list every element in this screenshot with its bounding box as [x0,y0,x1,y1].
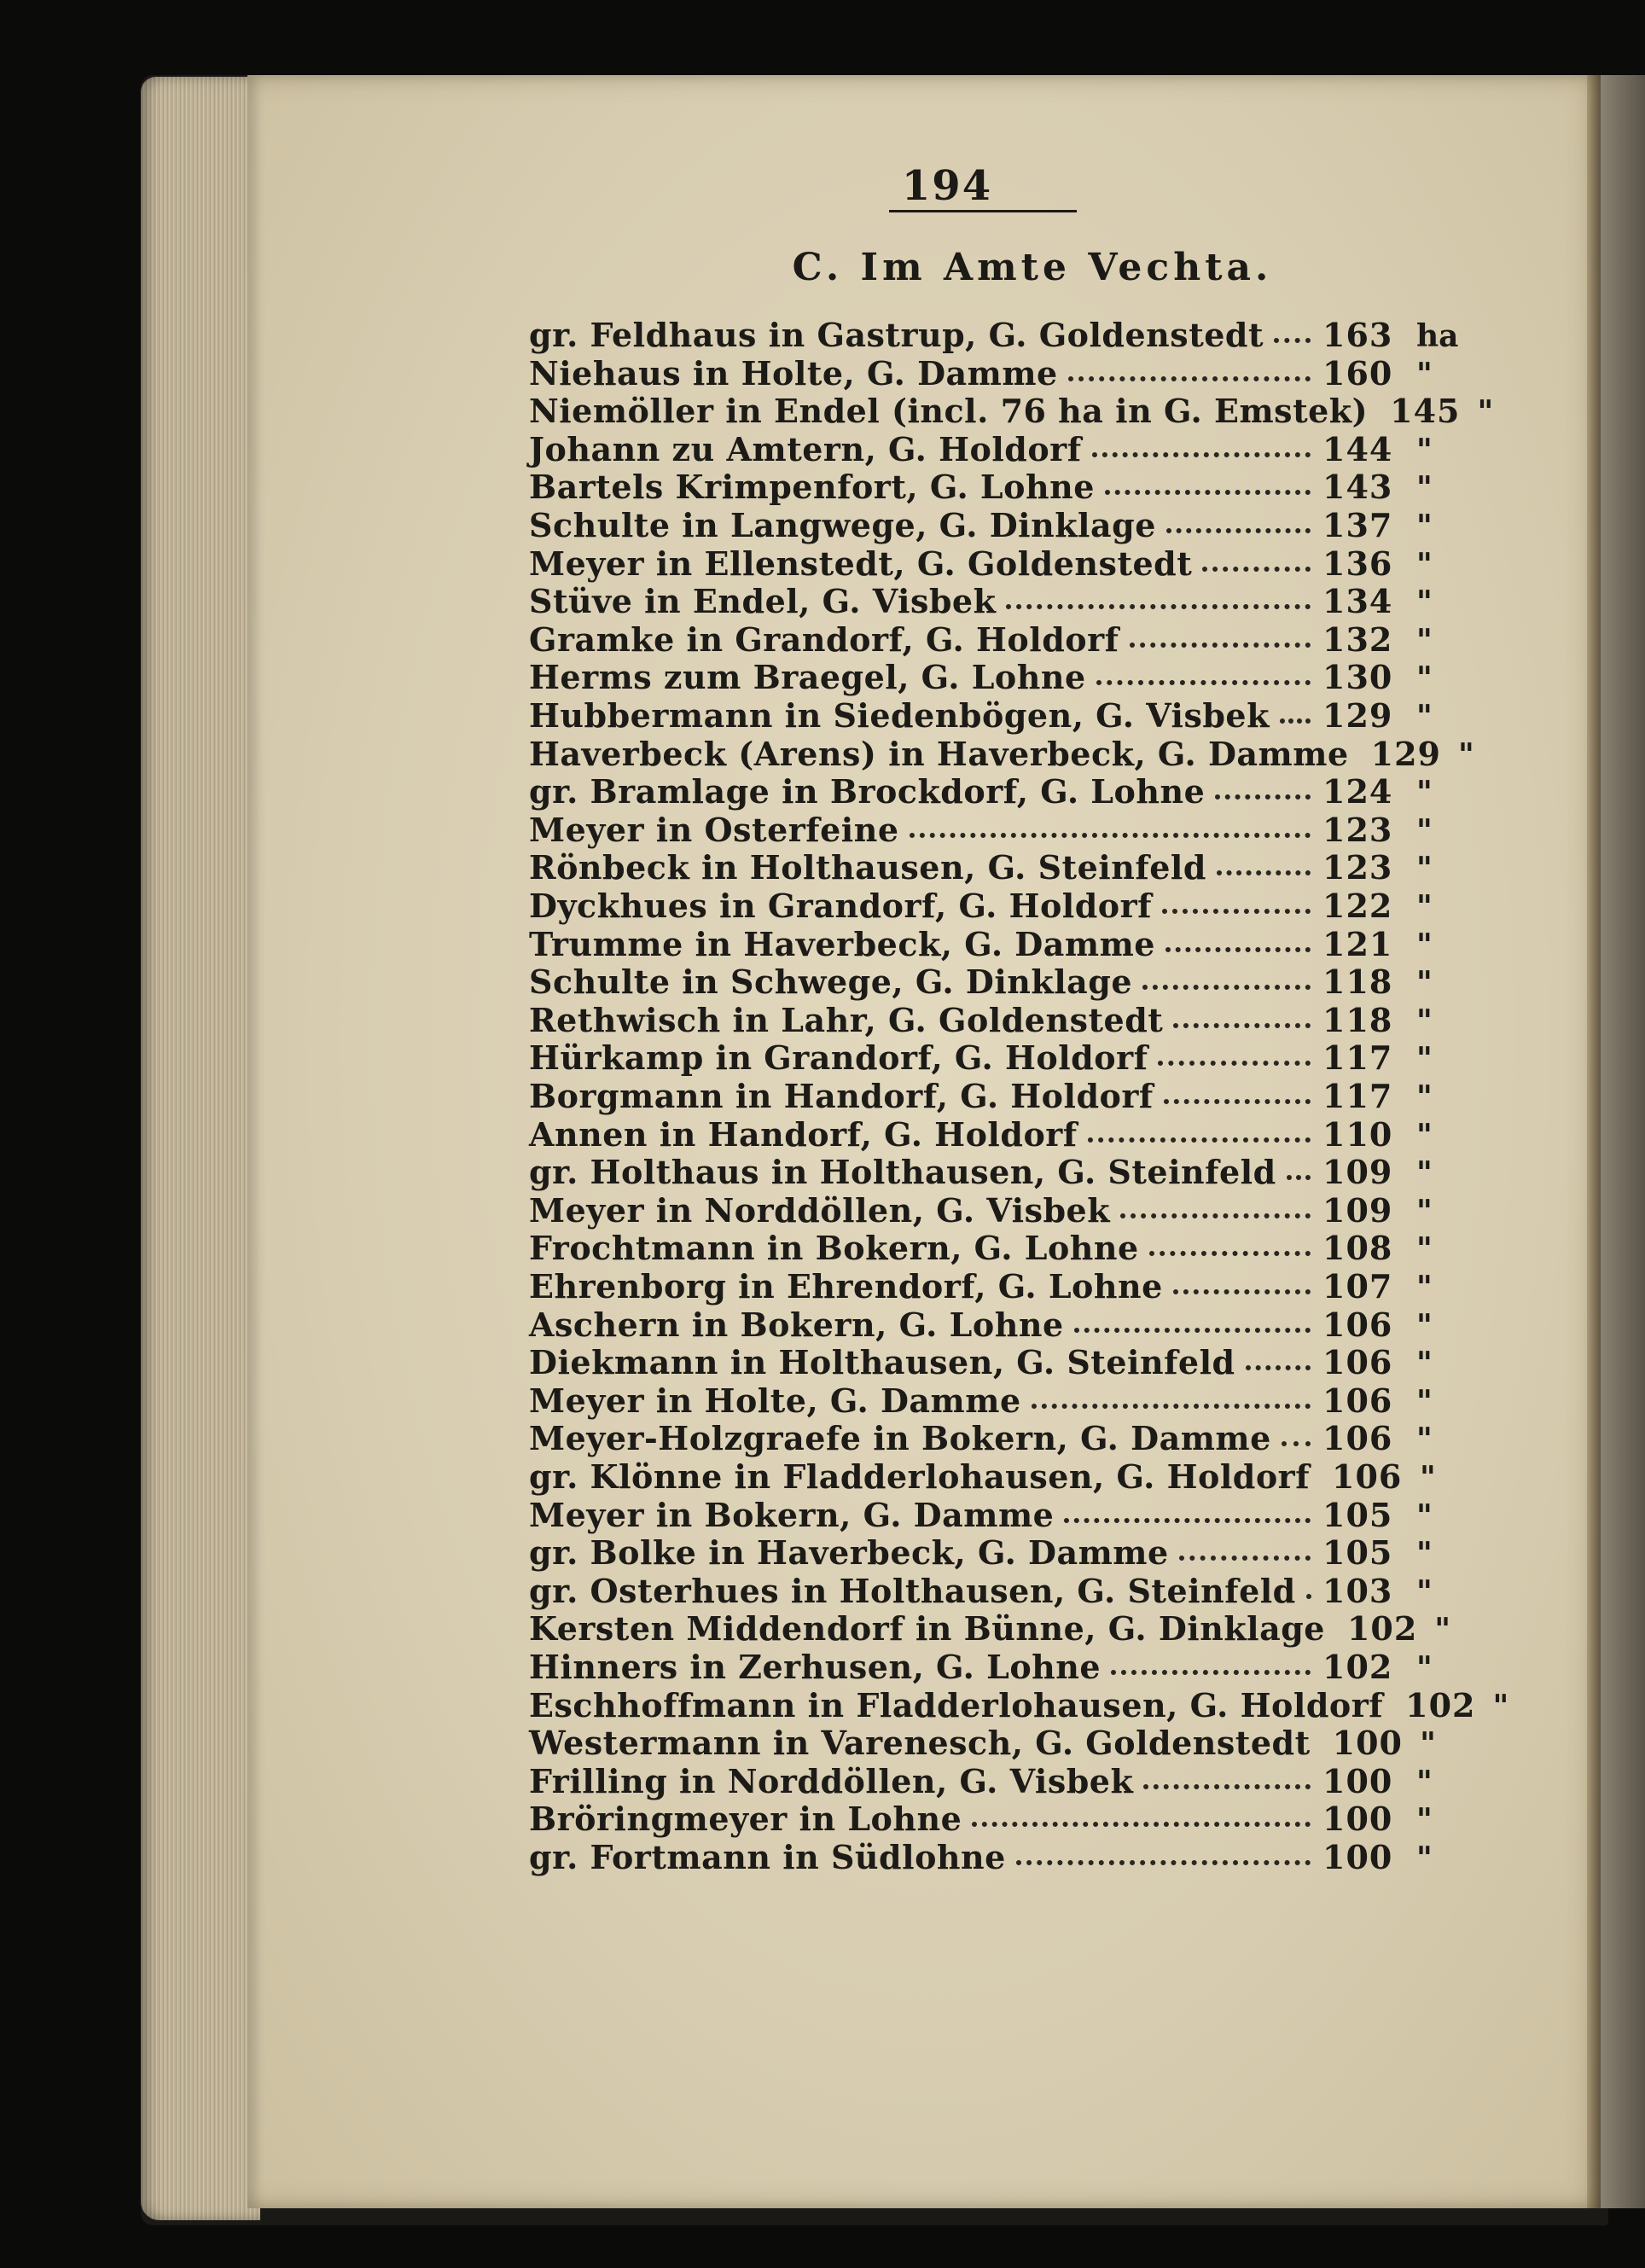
estate-area: 160 [1322,353,1393,393]
estate-area: 134 [1322,582,1393,621]
estate-area: 118 [1322,962,1393,1002]
list-item [529,887,1459,924]
estate-name: Meyer in Osterfeine [529,810,899,849]
area-unit: " [1416,1650,1433,1686]
estate-name: gr. Feldhaus in Gastrup, G. Goldenstedt [529,316,1264,354]
list-item [529,582,1459,619]
list-item [529,544,1459,582]
estate-area: 121 [1322,924,1393,963]
list-item [529,1800,1459,1837]
list-item [529,1229,1459,1266]
estate-area: 129 [1370,734,1441,773]
area-unit: " [1416,1764,1433,1800]
estate-area: 106 [1322,1381,1393,1420]
dot-leader [1074,1319,1311,1333]
estate-area: 106 [1322,1419,1393,1458]
area-unit: ha [1416,318,1459,354]
estate-area: 106 [1322,1343,1393,1382]
list-item [529,1648,1459,1685]
estate-name: Diekmann in Holthausen, G. Steinfeld [529,1343,1235,1382]
estate-name: Schulte in Langwege, G. Dinklage [529,506,1156,544]
estate-name: Bartels Krimpenfort, G. Lohne [529,468,1095,507]
dot-leader [1032,1395,1311,1409]
area-unit: " [1416,509,1433,544]
estate-area: 122 [1322,887,1393,925]
estate-name: Rethwisch in Lahr, G. Goldenstedt [529,1000,1164,1039]
list-item [529,1419,1459,1457]
estate-name: gr. Klönne in Fladderlohausen, G. Holdorf [529,1457,1311,1496]
list-item [529,1762,1459,1800]
list-item [529,1115,1459,1153]
dot-leader [1142,976,1311,990]
estate-name: Trumme in Haverbeck, G. Damme [529,924,1155,963]
dot-leader [1173,1281,1311,1294]
list-item [529,354,1459,392]
list-item [529,1724,1459,1761]
list-item [529,1572,1459,1609]
dot-leader [1166,520,1311,533]
estate-area: 145 [1390,392,1461,431]
estate-area: 110 [1322,1114,1393,1154]
estate-name: Eschhoffmann in Fladderlohausen, G. Holdorf [529,1685,1384,1724]
estate-name: gr. Holthaus in Holthausen, G. Steinfeld [529,1153,1276,1192]
estate-name: gr. Bolke in Haverbeck, G. Damme [529,1533,1169,1573]
estate-name: Haverbeck (Arens) in Haverbeck, G. Damme [529,734,1349,773]
estate-name: Hürkamp in Grandorf, G. Holdorf [529,1038,1148,1078]
list-item [529,925,1459,962]
list-item [529,1077,1459,1114]
dot-leader [910,824,1311,838]
area-unit: " [1416,1231,1433,1268]
area-unit: " [1416,1383,1433,1420]
dot-leader [1217,862,1311,875]
page-edges [141,77,260,2220]
area-unit: " [1416,1497,1433,1534]
dot-leader [1143,1776,1311,1789]
estate-name: Frochtmann in Bokern, G. Lohne [529,1229,1139,1268]
estate-area: 108 [1322,1229,1393,1268]
area-unit: " [1416,1041,1433,1078]
area-unit: " [1416,622,1433,659]
estate-area: 102 [1322,1648,1393,1686]
list-item [529,316,1459,353]
page-number-rule [889,210,1077,212]
area-unit: " [1420,1726,1436,1763]
list-item [529,1609,1459,1647]
estate-area: 105 [1322,1495,1393,1534]
estate-name: Borgmann in Handorf, G. Holdorf [529,1077,1154,1115]
dot-leader [1006,596,1311,609]
estate-area: 107 [1322,1267,1393,1306]
estate-name: Frilling in Norddöllen, G. Visbek [529,1761,1134,1800]
dot-leader [1096,672,1311,685]
list-item [529,962,1459,1000]
estate-area: 143 [1322,468,1393,507]
list-item [529,1838,1459,1875]
estate-name: Westermann in Varenesch, G. Goldenstedt [529,1724,1311,1763]
estate-name: Stüve in Endel, G. Visbek [529,582,997,621]
estate-name: Kersten Middendorf in Bünne, G. Dinklage [529,1609,1325,1649]
list-item [529,1038,1459,1076]
dot-leader [1105,481,1311,495]
area-unit: " [1416,699,1433,735]
dot-leader [1016,1852,1311,1865]
dot-leader [1064,1509,1311,1523]
estate-name: Aschern in Bokern, G. Lohne [529,1305,1064,1344]
area-unit: " [1416,660,1433,697]
list-item [529,1533,1459,1571]
estate-name: Gramke in Grandorf, G. Holdorf [529,619,1119,659]
estate-area: 102 [1405,1685,1476,1724]
estate-name: Schulte in Schwege, G. Dinklage [529,962,1133,1002]
estate-name: Bröringmeyer in Lohne [529,1800,962,1839]
estate-area: 129 [1322,696,1393,735]
estate-name: Hubbermann in Siedenbögen, G. Visbek [529,696,1270,735]
dot-leader [1092,444,1311,457]
list-item [529,1496,1459,1533]
dot-leader [1280,710,1311,724]
area-unit: " [1416,851,1433,887]
estate-area: 117 [1322,1038,1393,1078]
dot-leader [1164,1090,1311,1104]
estate-area: 102 [1346,1609,1418,1649]
dot-leader [1274,329,1311,343]
page-number: 194 [901,162,993,210]
dot-leader [1162,900,1311,914]
area-unit: " [1416,1346,1433,1382]
area-unit: " [1416,889,1433,925]
estate-name: Herms zum Braegel, G. Lohne [529,658,1086,697]
area-unit: " [1416,470,1433,507]
estate-area: 100 [1322,1800,1393,1839]
dot-leader [1179,1547,1311,1561]
dot-leader [1215,786,1311,800]
dot-leader [1306,1585,1311,1599]
list-item [529,811,1459,848]
area-unit: " [1434,1612,1451,1649]
section-heading: C. Im Amte Vechta. [792,246,1273,289]
estate-name: Johann zu Amtern, G. Holdorf [529,429,1082,468]
dot-leader [1130,634,1311,648]
area-unit: " [1416,1155,1433,1192]
list-item [529,506,1459,544]
dot-leader [1173,1015,1311,1028]
list-item [529,620,1459,658]
list-item [529,1343,1459,1381]
estate-area: 124 [1322,772,1393,811]
estate-area: 106 [1332,1457,1403,1496]
estate-name: Meyer-Holzgraefe in Bokern, G. Damme [529,1419,1271,1458]
estate-name: Meyer in Norddöllen, G. Visbek [529,1190,1111,1230]
list-item [529,734,1474,773]
dot-leader [1120,1205,1311,1218]
area-unit: " [1416,1079,1433,1115]
estate-name: Niemöller in Endel (incl. 76 ha in G. Emstek) [529,392,1369,431]
dot-leader [1158,1052,1311,1066]
dot-leader [1149,1242,1311,1256]
dot-leader [1111,1661,1311,1675]
estate-name: Rönbeck in Holthausen, G. Steinfeld [529,848,1206,887]
estate-name: Meyer in Ellenstedt, G. Goldenstedt [529,544,1193,583]
area-unit: " [1477,394,1494,431]
list-item [529,772,1459,810]
estate-area: 123 [1322,810,1393,849]
estate-area: 137 [1322,506,1393,544]
area-unit: " [1419,1460,1436,1496]
area-unit: " [1416,812,1433,849]
area-unit: " [1416,1117,1433,1154]
area-unit: " [1492,1688,1509,1724]
estate-name: gr. Bramlage in Brockdorf, G. Lohne [529,772,1206,811]
area-unit: " [1416,1193,1433,1230]
estate-area: 100 [1322,1761,1393,1800]
area-unit: " [1416,1270,1433,1306]
dot-leader [1088,1129,1311,1143]
area-unit: " [1416,584,1433,621]
estate-area: 123 [1322,848,1393,887]
estate-area: 105 [1322,1533,1393,1573]
list-item [529,1685,1509,1724]
estate-area: 117 [1322,1077,1393,1115]
list-item [529,848,1459,886]
list-item [529,1001,1459,1038]
estate-name: Hinners in Zerhusen, G. Lohne [529,1648,1102,1686]
estate-area: 136 [1322,544,1393,583]
estate-area: 100 [1332,1724,1403,1763]
estate-area: 103 [1322,1571,1393,1610]
area-unit: " [1416,356,1433,393]
estate-name: Niehaus in Holte, G. Damme [529,353,1058,393]
estate-name: gr. Fortmann in Südlohne [529,1838,1006,1876]
estate-name: Dyckhues in Grandorf, G. Holdorf [529,887,1153,925]
list-item [529,1457,1459,1495]
estate-area: 144 [1322,429,1393,468]
list-item [529,392,1494,431]
facing-page-edge [1601,75,1645,2208]
estate-name: Meyer in Holte, G. Damme [529,1381,1021,1420]
area-unit: " [1416,965,1433,1002]
area-unit: " [1416,546,1433,583]
dot-leader [972,1813,1311,1827]
area-unit: " [1416,1802,1433,1839]
list-item [529,696,1459,734]
area-unit: " [1457,736,1474,773]
area-unit: " [1416,1422,1433,1458]
list-item [529,430,1459,468]
area-unit: " [1416,775,1433,811]
estate-area: 132 [1322,619,1393,659]
dot-leader [1068,368,1311,381]
dot-leader [1246,1357,1311,1370]
area-unit: " [1416,432,1433,468]
estate-area: 109 [1322,1190,1393,1230]
area-unit: " [1416,1003,1433,1039]
list-item [529,658,1459,695]
estate-area: 130 [1322,658,1393,697]
area-unit: " [1416,1536,1433,1573]
area-unit: " [1416,1573,1433,1610]
estate-name: gr. Osterhues in Holthausen, G. Steinfeld [529,1571,1296,1610]
estate-area: 163 [1322,316,1393,354]
estate-area: 106 [1322,1305,1393,1344]
area-unit: " [1416,1841,1433,1876]
dot-leader [1282,1433,1311,1446]
list-item [529,1267,1459,1305]
estate-area: 109 [1322,1153,1393,1192]
list-item [529,1381,1459,1419]
area-unit: " [1416,927,1433,963]
estate-name: Meyer in Bokern, G. Damme [529,1495,1055,1534]
list-item [529,1153,1459,1190]
dot-leader [1165,939,1311,952]
estate-area: 118 [1322,1000,1393,1039]
dot-leader [1287,1166,1311,1180]
list-item [529,468,1459,505]
area-unit: " [1416,1307,1433,1344]
estate-name: Ehrenborg in Ehrendorf, G. Lohne [529,1267,1163,1306]
estate-area: 100 [1322,1838,1393,1876]
estate-name: Annen in Handorf, G. Holdorf [529,1114,1078,1154]
dot-leader [1202,558,1311,572]
list-item [529,1306,1459,1343]
list-item [529,1191,1459,1229]
